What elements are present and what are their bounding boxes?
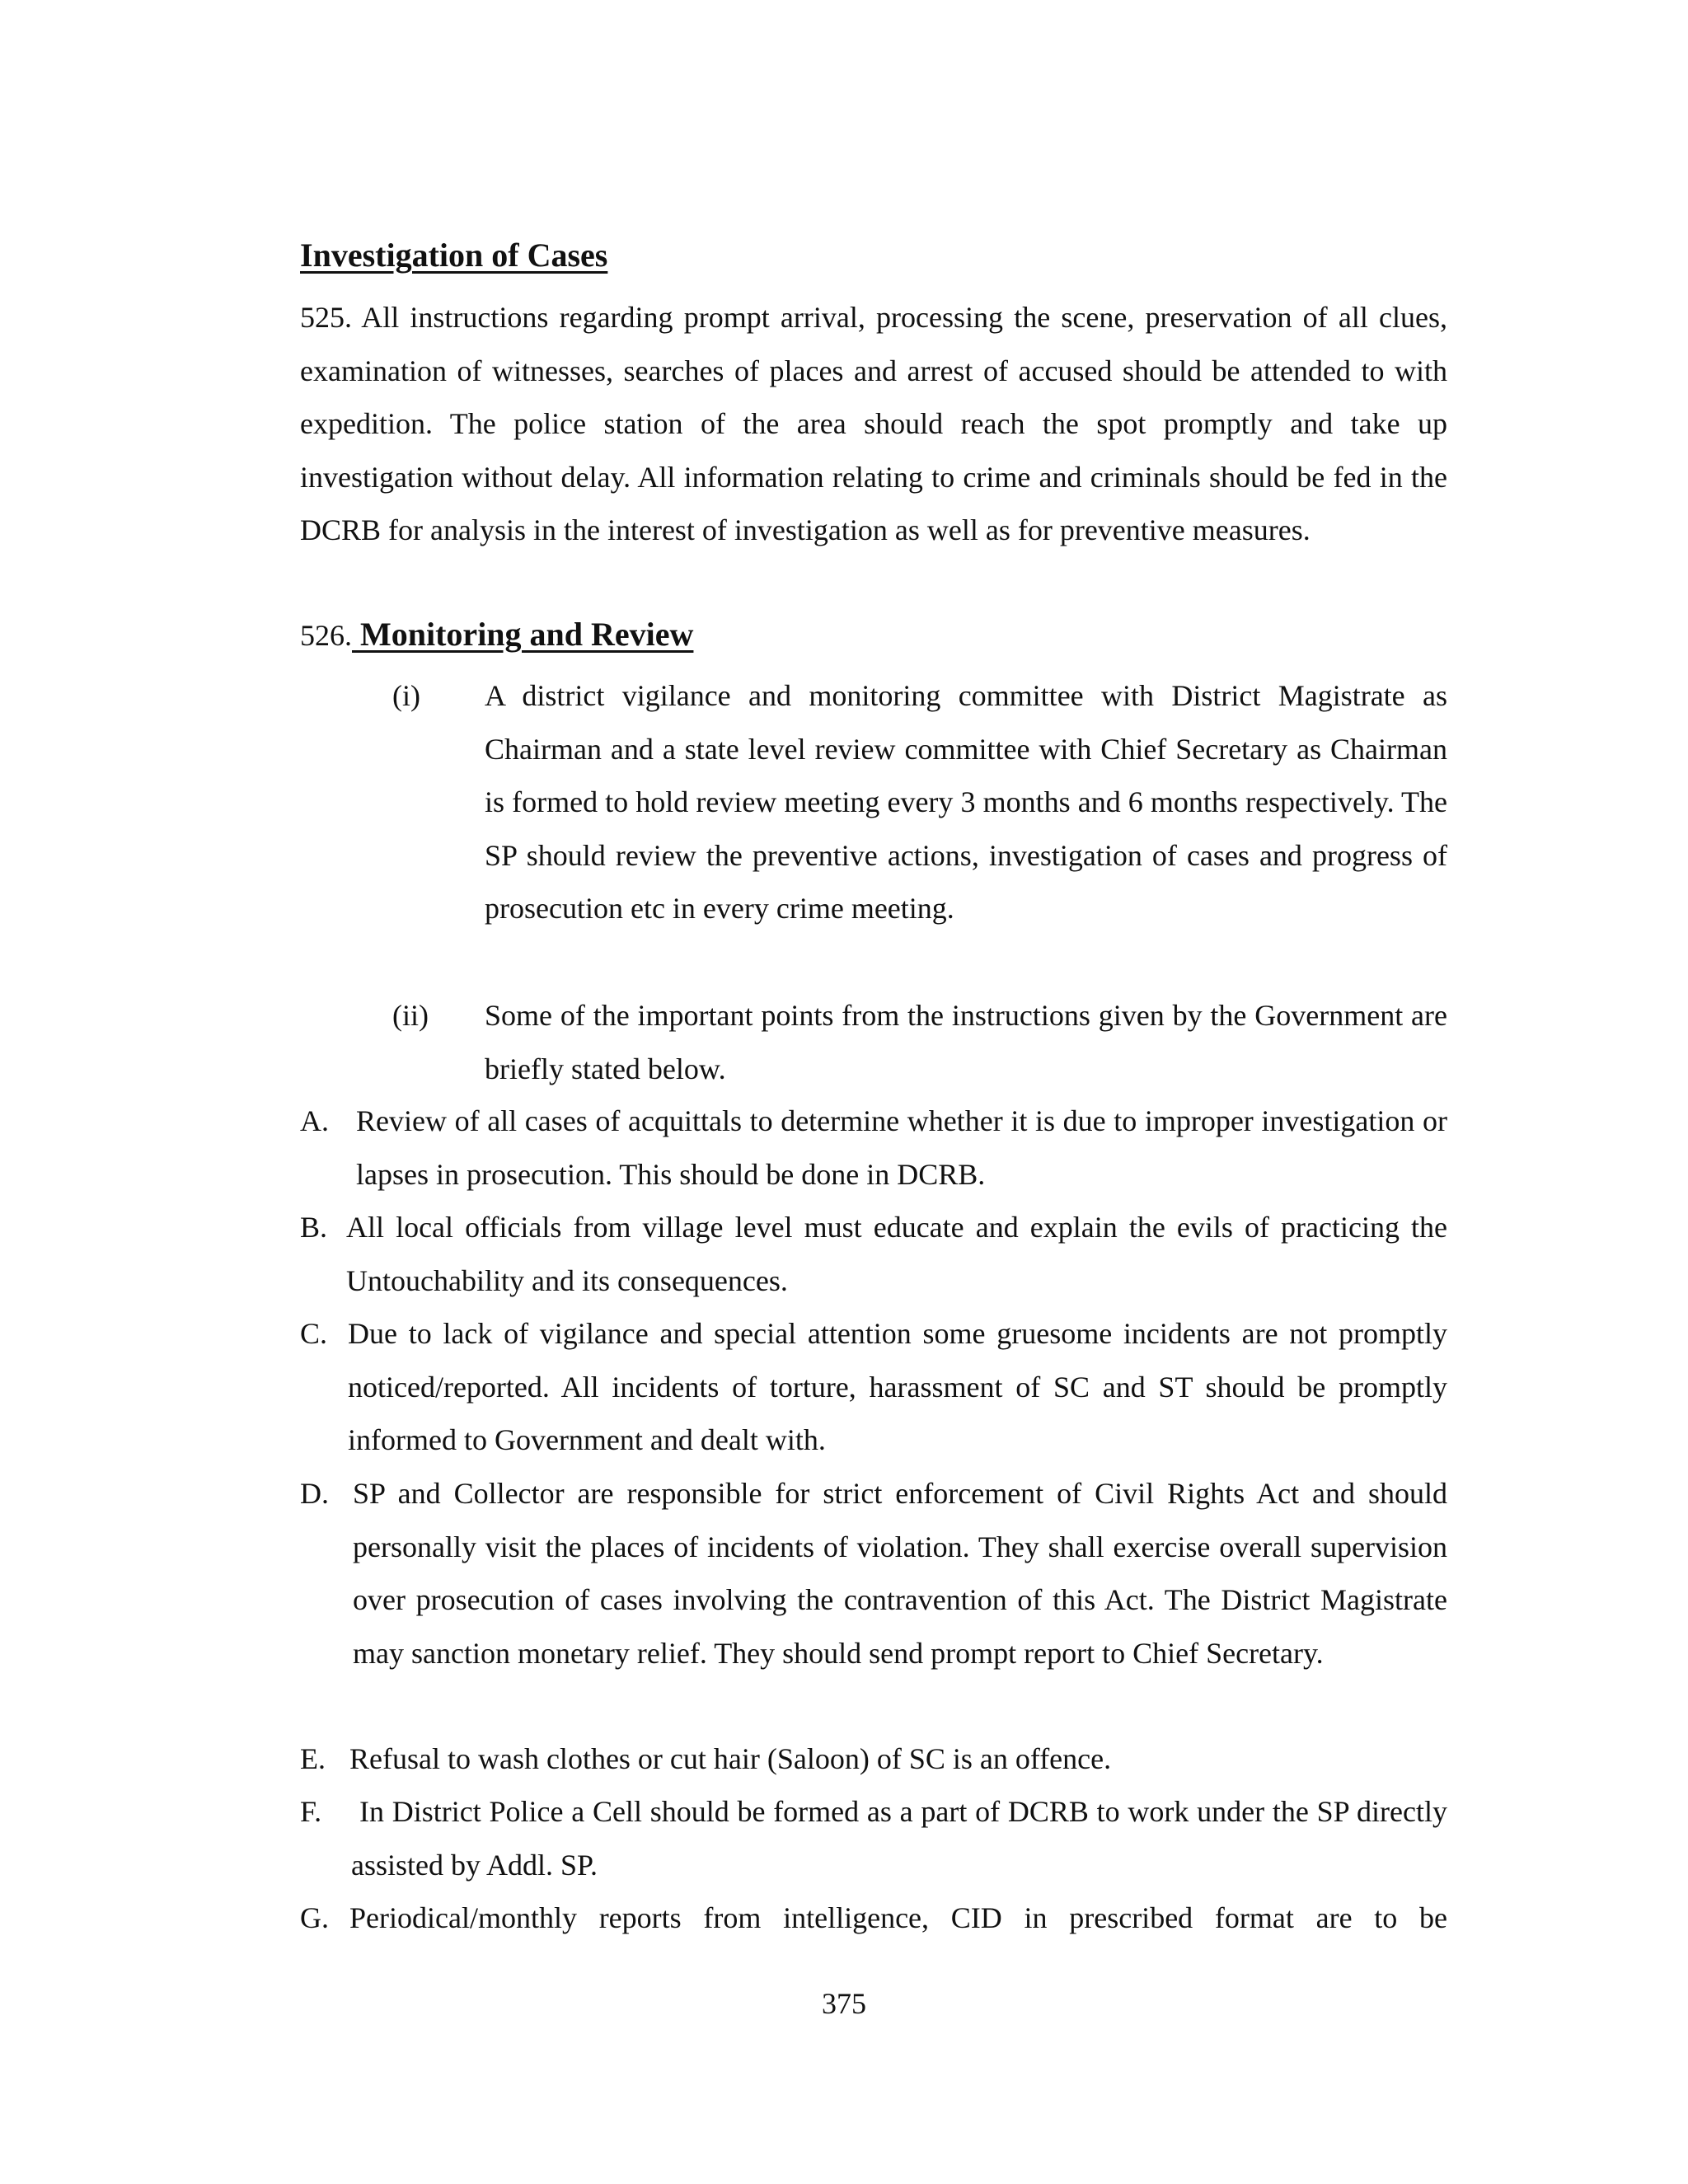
list-marker: (i) xyxy=(392,679,420,712)
list-item-text: All local officials from village level must educate and explain the evils of practicing the Untouchability and its consequences. xyxy=(346,1211,1447,1297)
list-item-text: Due to lack of vigilance and special attention some gruesome incidents are not promptly noticed/reported. All incidents of torture, harassment of SC and ST should be promptly informed to Government and dealt with. xyxy=(348,1317,1447,1456)
paragraph-525: 525. All instructions regarding prompt arrival, processing the scene, preservation of all clues, examination of witnesses, searches of places and arrest of accused should be attended to with expedition. The police station of the area should reach the spot promptly and take up investigation without delay. All information relating to crime and criminals should be fed in the DCRB for analysis in the interest of investigation as well as for preventive measures. xyxy=(300,301,1447,546)
section-title: Monitoring and Review xyxy=(352,616,694,653)
list-item-text: Periodical/monthly reports from intelligence, CID in prescribed format are to be xyxy=(349,1901,1447,1934)
section-number: 526. xyxy=(300,619,352,652)
list-item-text: SP and Collector are responsible for strict enforcement of Civil Rights Act and should personally visit the places of incidents of violation. They shall exercise overall supervision over prosecution of cases involving the contravention of this Act. The District Magistrate may sanction monetary relief. They should send prompt report to Chief Secretary. xyxy=(353,1477,1447,1670)
list-marker: A. xyxy=(300,1104,329,1137)
list-marker: C. xyxy=(300,1317,328,1350)
section-heading-monitoring xyxy=(300,615,693,654)
list-item-text: Review of all cases of acquittals to determine whether it is due to improper investigation or lapses in prosecution. This should be done in DCRB. xyxy=(356,1104,1447,1191)
list-marker: G. xyxy=(300,1901,329,1934)
list-marker: E. xyxy=(300,1742,326,1775)
list-marker: F. xyxy=(300,1795,322,1828)
section-heading-investigation: Investigation of Cases xyxy=(300,237,608,274)
list-marker: (ii) xyxy=(392,999,429,1032)
list-item-text: A district vigilance and monitoring committee with District Magistrate as Chairman and a state level review committee with Chief Secretary as Chairman is formed to hold review meeting every 3 months and 6 months respectively. The SP should review the preventive actions, investigation of cases and progress of prosecution etc in every crime meeting. xyxy=(485,679,1447,925)
list-marker: D. xyxy=(300,1477,329,1510)
page-number: 375 xyxy=(822,1987,866,2020)
list-item-text: Refusal to wash clothes or cut hair (Saloon) of SC is an offence. xyxy=(349,1742,1112,1775)
list-item-text: In District Police a Cell should be formed as a part of DCRB to work under the SP directly assisted by Addl. SP. xyxy=(351,1795,1447,1882)
list-marker: B. xyxy=(300,1211,328,1244)
list-item-text: Some of the important points from the instructions given by the Government are briefly stated below. xyxy=(485,999,1447,1085)
